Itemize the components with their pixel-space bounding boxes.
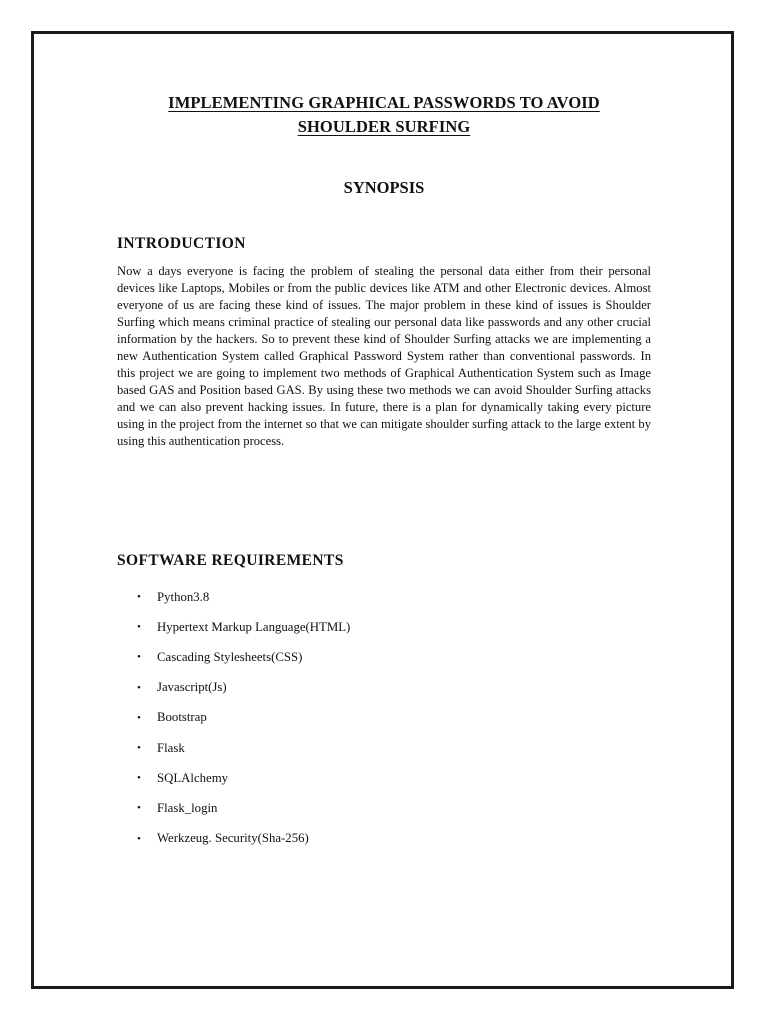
- introduction-paragraph: Now a days everyone is facing the problem of stealing the personal data either from their personal devices like Laptops, Mobiles or from the public devices like ATM and other Electronic devices. Almost everyone of us are facing these kind of issues. The major problem in these kind of issues is Shoulder Surfing which means criminal practice of stealing our personal data like passwords and any other crucial information by the hackers. So to prevent these kind of Shoulder Surfing attacks we are implementing a new Authentication System called Graphical Password System rather than conventional passwords. In this project we are going to implement two methods of Graphical Authentication System such as Image based GAS and Position based GAS. By using these two methods we can avoid Shoulder Surfing attacks and we can also prevent hacking issues. In future, there is a plan for dynamically taking every picture using in the project from the internet so that we can mitigate shoulder surfing attack to the large extent by using this authentication process.: [117, 264, 651, 448]
- list-item-label: Javascript(Js): [157, 680, 227, 695]
- list-item-label: Hypertext Markup Language(HTML): [157, 619, 351, 634]
- list-item-label: Flask: [157, 740, 185, 755]
- bullet-icon: •: [137, 591, 141, 604]
- list-item: [137, 612, 350, 642]
- bullet-icon: •: [137, 681, 141, 694]
- list-item-label: Werkzeug. Security(Sha-256): [157, 831, 309, 846]
- bullet-icon: •: [137, 711, 141, 724]
- bullet-icon: •: [137, 651, 141, 664]
- list-item-label: Flask_login: [157, 800, 218, 815]
- list-item-label: SQLAlchemy: [157, 770, 229, 785]
- bullet-icon: •: [137, 621, 141, 634]
- list-item: [137, 673, 350, 703]
- software-requirements-list: [137, 582, 350, 854]
- bullet-icon: •: [137, 832, 141, 845]
- list-item: [137, 733, 350, 763]
- document-title: [117, 91, 651, 139]
- list-item-label: Python3.8: [157, 589, 210, 604]
- list-item: [137, 793, 350, 823]
- title-line-2: SHOULDER SURFING: [297, 117, 471, 136]
- list-item-label: Cascading Stylesheets(CSS): [157, 649, 303, 664]
- introduction-heading: INTRODUCTION: [117, 235, 246, 252]
- list-item: [137, 703, 350, 733]
- software-requirements-heading: SOFTWARE REQUIREMENTS: [117, 552, 344, 569]
- bullet-icon: •: [137, 772, 141, 785]
- bullet-icon: •: [137, 802, 141, 815]
- bullet-icon: •: [137, 742, 141, 755]
- list-item-label: Bootstrap: [157, 710, 207, 725]
- list-item: [137, 824, 350, 854]
- synopsis-heading: SYNOPSIS: [343, 178, 425, 197]
- title-line-1: IMPLEMENTING GRAPHICAL PASSWORDS TO AVOID: [168, 93, 600, 112]
- list-item: [137, 642, 350, 672]
- list-item: [137, 582, 350, 612]
- list-item: [137, 763, 350, 793]
- document-content: [117, 91, 651, 846]
